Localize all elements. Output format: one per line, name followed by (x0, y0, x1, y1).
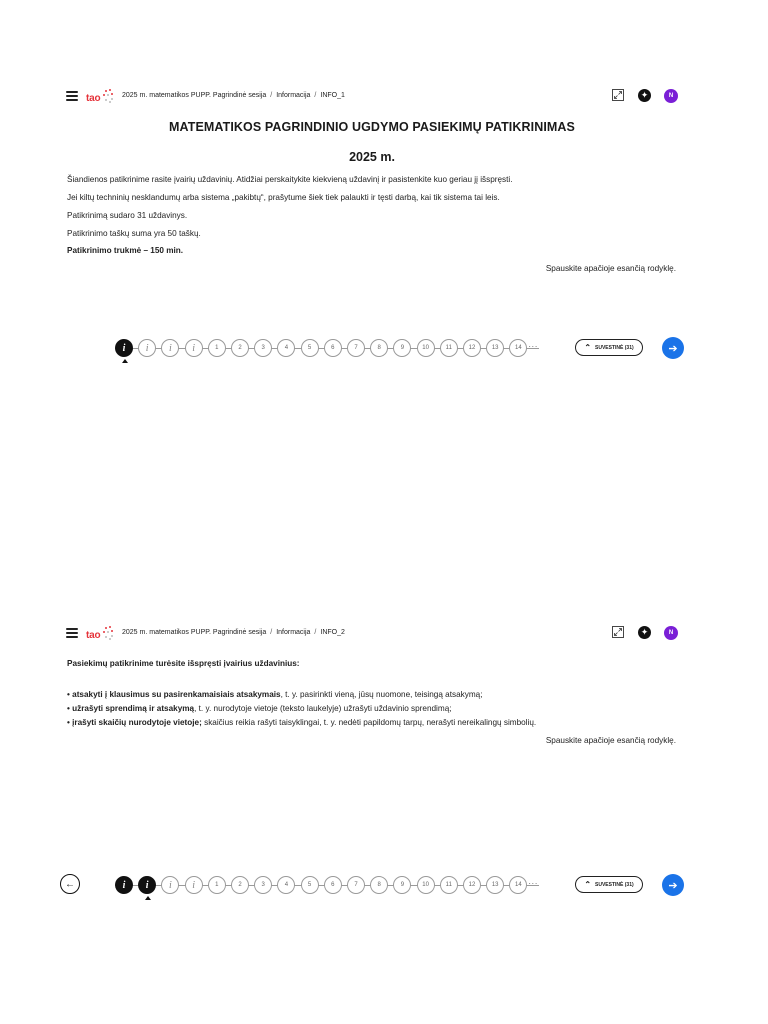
nav-question-item[interactable]: 3 (254, 876, 272, 894)
logo-dots-icon (101, 88, 115, 104)
text-line: Patikrinimo taškų suma yra 50 taškų. (67, 229, 201, 238)
nav-question-item[interactable]: 7 (347, 876, 365, 894)
previous-arrow-button[interactable]: ← (60, 874, 80, 894)
nav-question-item[interactable]: 4 (277, 339, 295, 357)
nav-info-item[interactable]: i (115, 339, 133, 357)
breadcrumb-item[interactable]: INFO_2 (320, 629, 345, 636)
nav-info-item[interactable]: i (115, 876, 133, 894)
nav-question-item[interactable]: 8 (370, 876, 388, 894)
breadcrumb-item[interactable]: 2025 m. matematikos PUPP. Pagrindinė sesija (122, 629, 267, 636)
nav-ellipsis: ··· (528, 879, 538, 888)
nav-question-item[interactable]: 12 (463, 876, 481, 894)
avatar[interactable]: N (664, 89, 678, 103)
bullet-item: • užrašyti sprendimą ir atsakymą, t. y. nurodytoje vietoje (teksto laukelyje) užrašyti uždavinio sprendimą; (67, 704, 452, 713)
summary-label: SUVESTINĖ (31) (595, 344, 634, 351)
breadcrumb-item[interactable]: Informacija (276, 629, 311, 636)
bullet-item: • įrašyti skaičių nurodytoje vietoje; skaičius reikia rašyti taisyklingai, t. y. nedėti papildomų tarpų, nerašyti nereikalingų simbolių. (67, 718, 537, 727)
breadcrumb-item[interactable]: 2025 m. matematikos PUPP. Pagrindinė sesija (122, 92, 267, 99)
fullscreen-icon[interactable] (612, 626, 624, 638)
breadcrumb-item[interactable]: INFO_1 (320, 92, 345, 99)
tao-logo: tao (86, 88, 116, 106)
nav-question-item[interactable]: 7 (347, 339, 365, 357)
chevron-up-icon: ⌃ (584, 880, 592, 889)
info-panel-1 (0, 80, 768, 380)
chevron-up-icon: ⌃ (584, 343, 592, 352)
nav-question-item[interactable]: 9 (393, 339, 411, 357)
breadcrumb: 2025 m. matematikos PUPP. Pagrindinė sesija / Informacija / INFO_2 (122, 629, 345, 636)
nav-question-item[interactable]: 11 (440, 339, 458, 357)
nav-question-item[interactable]: 11 (440, 876, 458, 894)
fullscreen-icon[interactable] (612, 89, 624, 101)
nav-question-item[interactable]: 5 (301, 339, 319, 357)
nav-question-item[interactable]: 10 (417, 876, 435, 894)
nav-info-item[interactable]: i (161, 876, 179, 894)
next-arrow-button[interactable]: ➔ (662, 874, 684, 896)
breadcrumb: 2025 m. matematikos PUPP. Pagrindinė sesija / Informacija / INFO_1 (122, 92, 345, 99)
accessibility-icon[interactable]: ✦ (638, 89, 651, 102)
menu-icon[interactable] (66, 628, 78, 638)
nav-question-item[interactable]: 12 (463, 339, 481, 357)
nav-question-item[interactable]: 1 (208, 339, 226, 357)
duration-line: Patikrinimo trukmė – 150 min. (67, 246, 184, 255)
hint-text: Spauskite apačioje esančią rodyklę. (545, 264, 676, 273)
intro-text: Pasiekimų patikrinime turėsite išspręsti įvairius uždavinius: (67, 659, 300, 668)
top-bar (0, 617, 768, 651)
nav-info-item[interactable]: i (138, 876, 156, 894)
menu-icon[interactable] (66, 91, 78, 101)
text-line: Šiandienos patikrinime rasite įvairių uždavinių. Atidžiai perskaitykite kiekvieną uždavinį ir pasistenkite kuo geriau jį išspręsti. (67, 175, 513, 184)
text-line: Jei kiltų techninių nesklandumų arba sistema „pakibtų“, prašytume šiek tiek palaukti ir tęsti darbą, kai tik sistema tai leis. (67, 193, 500, 202)
nav-info-item[interactable]: i (185, 876, 203, 894)
nav-info-item[interactable]: i (161, 339, 179, 357)
nav-question-item[interactable]: 2 (231, 876, 249, 894)
info-panel-2 (0, 617, 768, 917)
nav-question-item[interactable]: 14 (509, 876, 527, 894)
nav-question-item[interactable]: 9 (393, 876, 411, 894)
nav-ellipsis: ··· (528, 342, 538, 351)
nav-question-item[interactable]: 10 (417, 339, 435, 357)
nav-question-item[interactable]: 14 (509, 339, 527, 357)
nav-question-item[interactable]: 13 (486, 876, 504, 894)
nav-question-item[interactable]: 13 (486, 339, 504, 357)
accessibility-icon[interactable]: ✦ (638, 626, 651, 639)
summary-button[interactable] (575, 339, 643, 356)
nav-question-item[interactable]: 4 (277, 876, 295, 894)
next-arrow-button[interactable]: ➔ (662, 337, 684, 359)
breadcrumb-item[interactable]: Informacija (276, 92, 311, 99)
summary-button[interactable] (575, 876, 643, 893)
page-title: MATEMATIKOS PAGRINDINIO UGDYMO PASIEKIMŲ PATIKRINIMAS (169, 120, 575, 134)
nav-question-item[interactable]: 2 (231, 339, 249, 357)
nav-info-item[interactable]: i (138, 339, 156, 357)
page-subtitle-year: 2025 m. (349, 150, 395, 164)
tao-logo: tao (86, 625, 116, 643)
nav-info-item[interactable]: i (185, 339, 203, 357)
top-bar (0, 80, 768, 114)
nav-question-item[interactable]: 6 (324, 339, 342, 357)
nav-question-item[interactable]: 5 (301, 876, 319, 894)
bullet-item: • atsakyti į klausimus su pasirenkamaisiais atsakymais, t. y. pasirinkti vieną, jūsų nuomone, teisingą atsakymą; (67, 690, 483, 699)
nav-question-item[interactable]: 6 (324, 876, 342, 894)
nav-question-item[interactable]: 3 (254, 339, 272, 357)
nav-question-item[interactable]: 1 (208, 876, 226, 894)
text-line: Patikrinimą sudaro 31 uždavinys. (67, 211, 188, 220)
nav-question-item[interactable]: 8 (370, 339, 388, 357)
logo-dots-icon (101, 625, 115, 641)
hint-text: Spauskite apačioje esančią rodyklę. (545, 736, 676, 745)
summary-label: SUVESTINĖ (31) (595, 881, 634, 888)
avatar[interactable]: N (664, 626, 678, 640)
